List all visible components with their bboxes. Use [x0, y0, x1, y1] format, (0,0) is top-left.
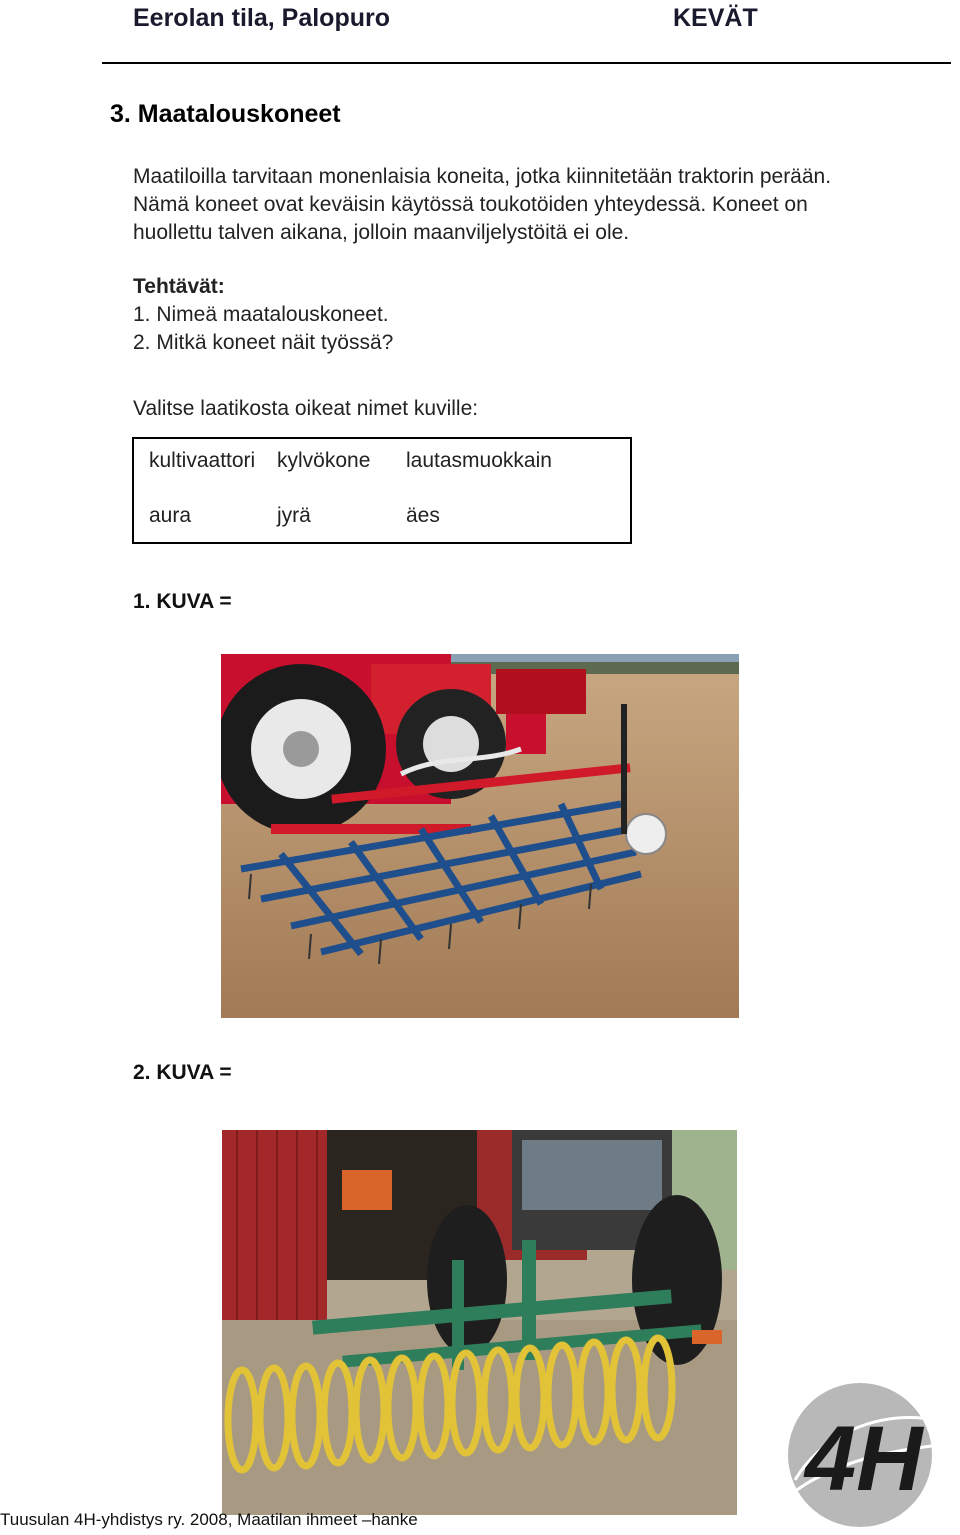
- header-rule: [102, 62, 951, 64]
- header-season: KEVÄT: [673, 4, 758, 32]
- word-option: lautasmuokkain: [406, 449, 552, 472]
- intro-line-1: Maatiloilla tarvitaan monenlaisia koneita, jotka kiinnitetään traktorin perään.: [133, 165, 832, 188]
- intro-line-3: huollettu talven aikana, jolloin maanviljelystöitä ei ole.: [133, 221, 630, 244]
- word-option: kultivaattori: [149, 449, 256, 472]
- word-option: äes: [406, 504, 440, 527]
- task-item: 1. Nimeä maatalouskoneet.: [133, 303, 389, 326]
- 4h-logo: [765, 1370, 960, 1530]
- footer-credit: Tuusulan 4H-yhdistys ry. 2008, Maatilan ihmeet –hanke: [0, 1510, 418, 1529]
- word-option: kylvökone: [277, 449, 371, 472]
- word-option: aura: [149, 504, 192, 527]
- picture-2-photo: [222, 1130, 737, 1515]
- intro-paragraph: [133, 163, 933, 247]
- clover-icon: [765, 1370, 960, 1530]
- task-list: [133, 273, 393, 357]
- logo-text: 4H: [805, 1408, 923, 1510]
- header-school-name: Eerolan tila, Palopuro: [133, 4, 390, 32]
- task-item: 2. Mitkä koneet näit työssä?: [133, 331, 394, 354]
- intro-line-2: Nämä koneet ovat keväisin käytössä toukotöiden yhteydessä. Koneet on: [133, 193, 808, 216]
- harrow-photo-illustration: [221, 654, 739, 1018]
- word-box-prompt: Valitse laatikosta oikeat nimet kuville:: [133, 397, 479, 420]
- picture-2-label: 2. KUVA =: [133, 1061, 232, 1084]
- tasks-title: Tehtävät:: [133, 275, 225, 298]
- picture-1-label: 1. KUVA =: [133, 590, 232, 613]
- disc-harrow-photo-illustration: [222, 1130, 737, 1515]
- word-option: jyrä: [277, 504, 311, 527]
- section-title: 3. Maatalouskoneet: [110, 100, 341, 128]
- word-box: [132, 437, 632, 544]
- picture-1-photo: [221, 654, 739, 1018]
